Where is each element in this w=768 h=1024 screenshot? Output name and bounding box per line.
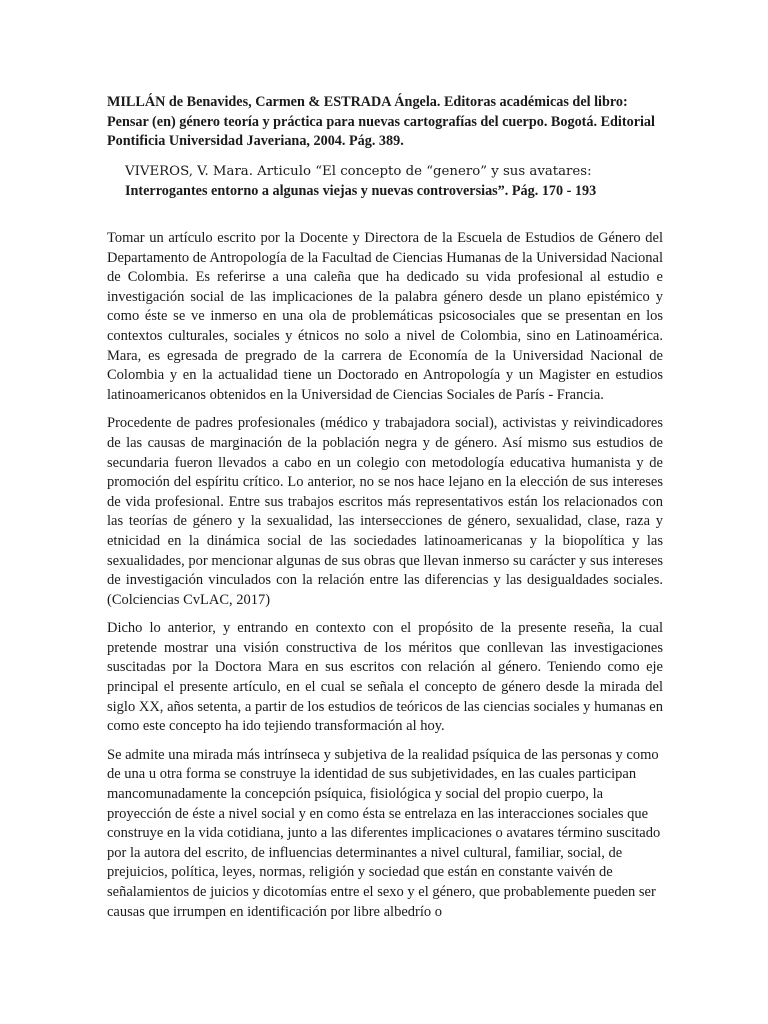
reference-millan: MILLÁN de Benavides, Carmen & ESTRADA Ángela. Editoras académicas del libro: Pensar (en) género teoría y práctica para nuevas cartografías del cuerpo. Bogotá. Editorial Pontificia Universidad Javeriana, 2004. Pág. 389. <box>107 94 655 149</box>
reference-viveros-title: VIVEROS, V. Mara. Articulo “El concepto de “genero” y sus avatares: <box>125 164 592 179</box>
paragraph-background: Procedente de padres profesionales (médico y trabajadora social), activistas y reivindicadores de las causas de marginación de la población negra y de género. Así mismo sus estudios de secundaria fueron llevados a cabo en un colegio con metodología educativa humanista y de promoción del espíritu crítico. Lo anterior, no se nos hace lejano en la elección de sus intereses de vida profesional. Entre sus trabajos escritos más representativos están los relacionados con las teorías de género y la sexualidad, las intersecciones de género, sexualidad, clase, raza y etnicidad en la dinámica social de las sociedades latinoamericanas y la biopolítica y las sexualidades, por mencionar algunas de sus obras que llevan inmerso su carácter y sus intereses de investigación vinculados con la relación entre las diferencias y las desigualdades sociales. (Colciencias CvLAC, 2017) <box>107 415 663 608</box>
reference-viveros <box>125 162 665 201</box>
paragraph-analysis: Se admite una mirada más intrínseca y subjetiva de la realidad psíquica de las personas y como de una u otra forma se construye la identidad de sus subjetividades, en las cuales participan mancomunadamente la concepción psíquica, fisiológica y social del propio cuerpo, la proyección de éste a nivel social y en como ésta se entrelaza en las interacciones sociales que construye en la vida cotidiana, junto a las diferentes implicaciones o avatares término suscitado por la autora del escrito, de influencias determinantes a nivel cultural, familiar, social, de prejuicios, política, leyes, normas, religión y sociedad que están en constante vaivén de señalamientos de juicios y dicotomías entre el sexo y el género, que probablemente pueden ser causas que irrumpen en identificación por libre albedrío o <box>107 746 661 920</box>
document-body <box>107 229 663 931</box>
paragraph-intro: Tomar un artículo escrito por la Docente y Directora de la Escuela de Estudios de Género del Departamento de Antropología de la Facultad de Ciencias Humanas de la Universidad Nacional de Colombia. Es referirse a una caleña que ha dedicado su vida profesional al estudio e investigación social de las implicaciones de la palabra género desde un plano epistémico y como éste se ve inmerso en una ola de problemáticas psicosociales que se presentan en los contextos culturales, sociales y étnicos no solo a nivel de Colombia, sino en Latinoamérica. Mara, es egresada de pregrado de la carrera de Economía de la Universidad Nacional de Colombia y en la actualidad tiene un Doctorado en Antropología y un Magister en estudios latinoamericanos obtenidos en la Universidad de Ciencias Sociales de París - Francia. <box>107 230 663 403</box>
paragraph-purpose: Dicho lo anterior, y entrando en contexto con el propósito de la presente reseña, la cual pretende mostrar una visión constructiva de los méritos que conllevan las investigaciones suscitadas por la Doctora Mara en sus escritos con relación al género. Teniendo como eje principal el presente artículo, en el cual se señala el concepto de género desde la mirada del siglo XX, años setenta, a partir de los estudios de teóricos de las ciencias sociales y humanas en como este concepto ha ido tejiendo transformación al hoy. <box>107 620 663 735</box>
reference-viveros-subtitle: Interrogantes entorno a algunas viejas y nuevas controversias”. Pág. 170 - 193 <box>125 182 597 199</box>
